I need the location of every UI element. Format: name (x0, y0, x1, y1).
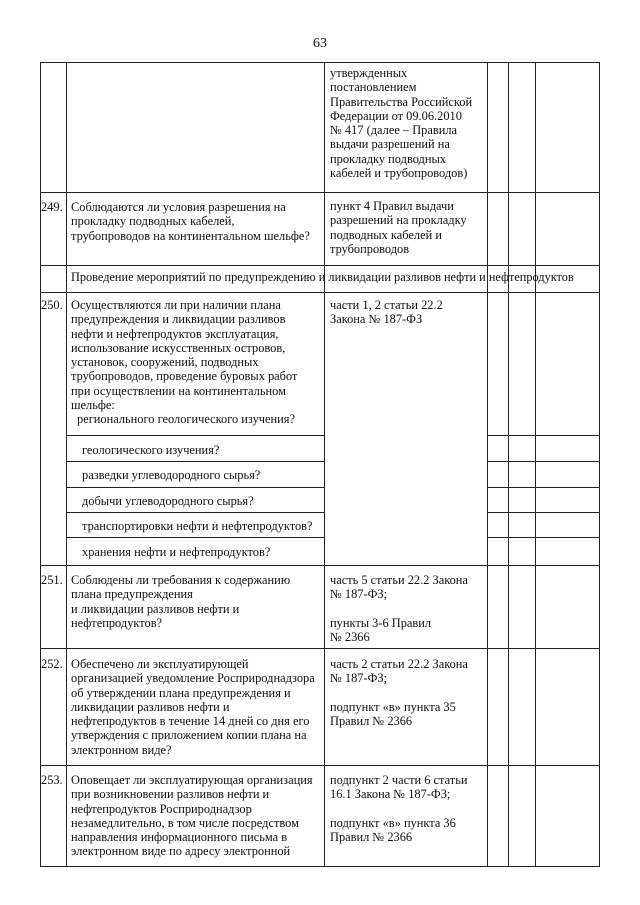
row-number: 251. (41, 573, 63, 587)
reference-line: подпункт «в» пункта 36 (330, 815, 456, 830)
reference-line: Закона № 187-ФЗ (330, 312, 423, 327)
reference-line: прокладку подводных (330, 151, 446, 166)
question-line: нефтепродуктов Росприроднадзор (71, 801, 252, 816)
question-line: Оповещает ли эксплуатирующая организация (71, 773, 313, 787)
question-line: трубопроводов, проведение буровых работ (71, 369, 298, 384)
section-header-rule-top (40, 265, 600, 266)
subitem-rule-3-marks (487, 487, 600, 488)
reference-line: кабелей и трубопроводов) (330, 166, 468, 181)
row-number: 249. (41, 200, 63, 214)
reference-line: подпункт «в» пункта 35 (330, 699, 456, 714)
reference-line: № 2366 (330, 629, 370, 644)
row-rule-252 (40, 765, 600, 766)
row-number: 250. (41, 298, 63, 312)
reference-line: Правительства Российской (330, 94, 473, 109)
subitem-exploration: разведки углеводородного сырья? (82, 468, 261, 482)
reference-253 (330, 773, 490, 844)
checklist-table (40, 62, 600, 867)
reference-line: пункт 4 Правил выдачи (330, 199, 454, 213)
question-253 (71, 773, 323, 859)
question-251 (71, 573, 323, 630)
row-rule-251 (40, 648, 600, 649)
question-line: об утверждении плана предупреждения и (71, 685, 291, 700)
reference-line: № 187-ФЗ; (330, 671, 388, 686)
reference-line: часть 2 статьи 22.2 Закона (330, 657, 468, 671)
column-divider-question (324, 62, 325, 867)
question-line: трубопроводов на континентальном шельфе? (71, 228, 310, 243)
question-252 (71, 657, 323, 757)
table-bottom-rule (40, 866, 600, 867)
reference-line: выдачи разрешений на (330, 137, 450, 152)
question-line: предупреждения и ликвидации разливов (71, 312, 286, 327)
column-divider-no (535, 62, 536, 867)
subitem-rule-5-marks (487, 537, 600, 538)
reference-line: № 417 (далее – Правила (330, 123, 458, 138)
table-border-right (599, 62, 600, 867)
reference-line: Правил № 2366 (330, 713, 413, 728)
question-line: Соблюдены ли требования к содержанию (71, 573, 291, 587)
subitem-rule-1 (66, 435, 324, 436)
question-line: Осуществляются ли при наличии плана (71, 298, 281, 312)
table-border-left (40, 62, 41, 867)
reference-line: части 1, 2 статьи 22.2 (330, 298, 443, 312)
question-line: при осуществлении на континентальном (71, 383, 286, 398)
question-line: нефти и нефтепродуктов эксплуатация, (71, 326, 279, 341)
row-number: 253. (41, 773, 63, 787)
reference-line: № 187-ФЗ; (330, 587, 388, 602)
reference-line: трубопроводов (330, 241, 410, 256)
section-header-rule-bottom (40, 292, 600, 293)
continued-reference (330, 66, 490, 180)
reference-line: часть 5 статьи 22.2 Закона (330, 573, 468, 587)
page-number: 63 (313, 36, 327, 51)
reference-line: подводных кабелей и (330, 227, 442, 242)
question-line: нефтепродуктов? (71, 615, 163, 630)
reference-251 (330, 573, 490, 644)
reference-line (330, 686, 490, 700)
reference-line: утвержденных (330, 66, 408, 80)
question-line: электронном виде по адресу электронной (71, 844, 291, 859)
question-250 (71, 298, 323, 427)
question-line: установок, сооружений, подводных (71, 355, 259, 370)
subitem-rule-3 (66, 487, 324, 488)
question-line: прокладку подводных кабелей, (71, 214, 235, 229)
question-line: Обеспечено ли эксплуатирующей (71, 657, 249, 671)
reference-line: 16.1 Закона № 187-ФЗ; (330, 787, 451, 802)
subitem-transportation: транспортировки нефти и нефтепродуктов? (82, 519, 313, 533)
reference-249 (330, 199, 490, 256)
subitem-geological-study: геологического изучения? (82, 443, 220, 457)
table-top-rule (40, 62, 600, 63)
subitem-rule-4 (66, 512, 324, 513)
reference-line: подпункт 2 части 6 статьи (330, 773, 468, 787)
question-line: при возникновении разливов нефти и (71, 787, 270, 802)
reference-250 (330, 298, 490, 327)
subitem-production: добычи углеводородного сырья? (82, 494, 254, 508)
reference-252 (330, 657, 490, 728)
section-header: Проведение мероприятий по предупреждению и ликвидации разливов нефти и нефтепродуктов (71, 270, 574, 284)
question-line: нефтепродуктов в течение 14 дней со дня его (71, 714, 310, 729)
subitem-rule-2-marks (487, 461, 600, 462)
subitem-rule-2 (66, 461, 324, 462)
column-divider-yes (508, 62, 509, 867)
question-line: ликвидации разливов нефти и (71, 699, 230, 714)
question-249 (71, 200, 323, 243)
reference-line (330, 802, 490, 816)
column-divider-number (66, 62, 67, 867)
question-line: направления информационного письма в (71, 830, 288, 845)
question-line: регионального геологического изучения? (77, 412, 295, 427)
row-rule-250 (40, 565, 600, 566)
question-line: шельфе: (71, 398, 115, 413)
question-line: Соблюдаются ли условия разрешения на (71, 200, 286, 214)
question-line: незамедлительно, в том числе посредством (71, 815, 299, 830)
column-divider-reference (487, 62, 488, 867)
question-line: использование искусственных островов, (71, 340, 286, 355)
row-rule-249 (40, 192, 600, 193)
reference-line: Правил № 2366 (330, 829, 413, 844)
reference-line: разрешений на прокладку (330, 213, 467, 228)
subitem-storage: хранения нефти и нефтепродуктов? (82, 545, 271, 559)
subitem-rule-4-marks (487, 512, 600, 513)
subitem-rule-5 (66, 537, 324, 538)
reference-line: Федерации от 09.06.2010 (330, 108, 462, 123)
question-line: организацией уведомление Росприроднадзора (71, 671, 315, 686)
question-line: электронном виде? (71, 742, 172, 757)
reference-line (330, 602, 490, 616)
question-line: утверждения с приложением копии плана на (71, 728, 307, 743)
question-line: плана предупреждения (71, 587, 193, 602)
reference-line: пункты 3-6 Правил (330, 615, 432, 630)
subitem-rule-1-marks (487, 435, 600, 436)
reference-line: постановлением (330, 80, 417, 95)
row-number: 252. (41, 657, 63, 671)
question-line: и ликвидации разливов нефти и (71, 601, 240, 616)
